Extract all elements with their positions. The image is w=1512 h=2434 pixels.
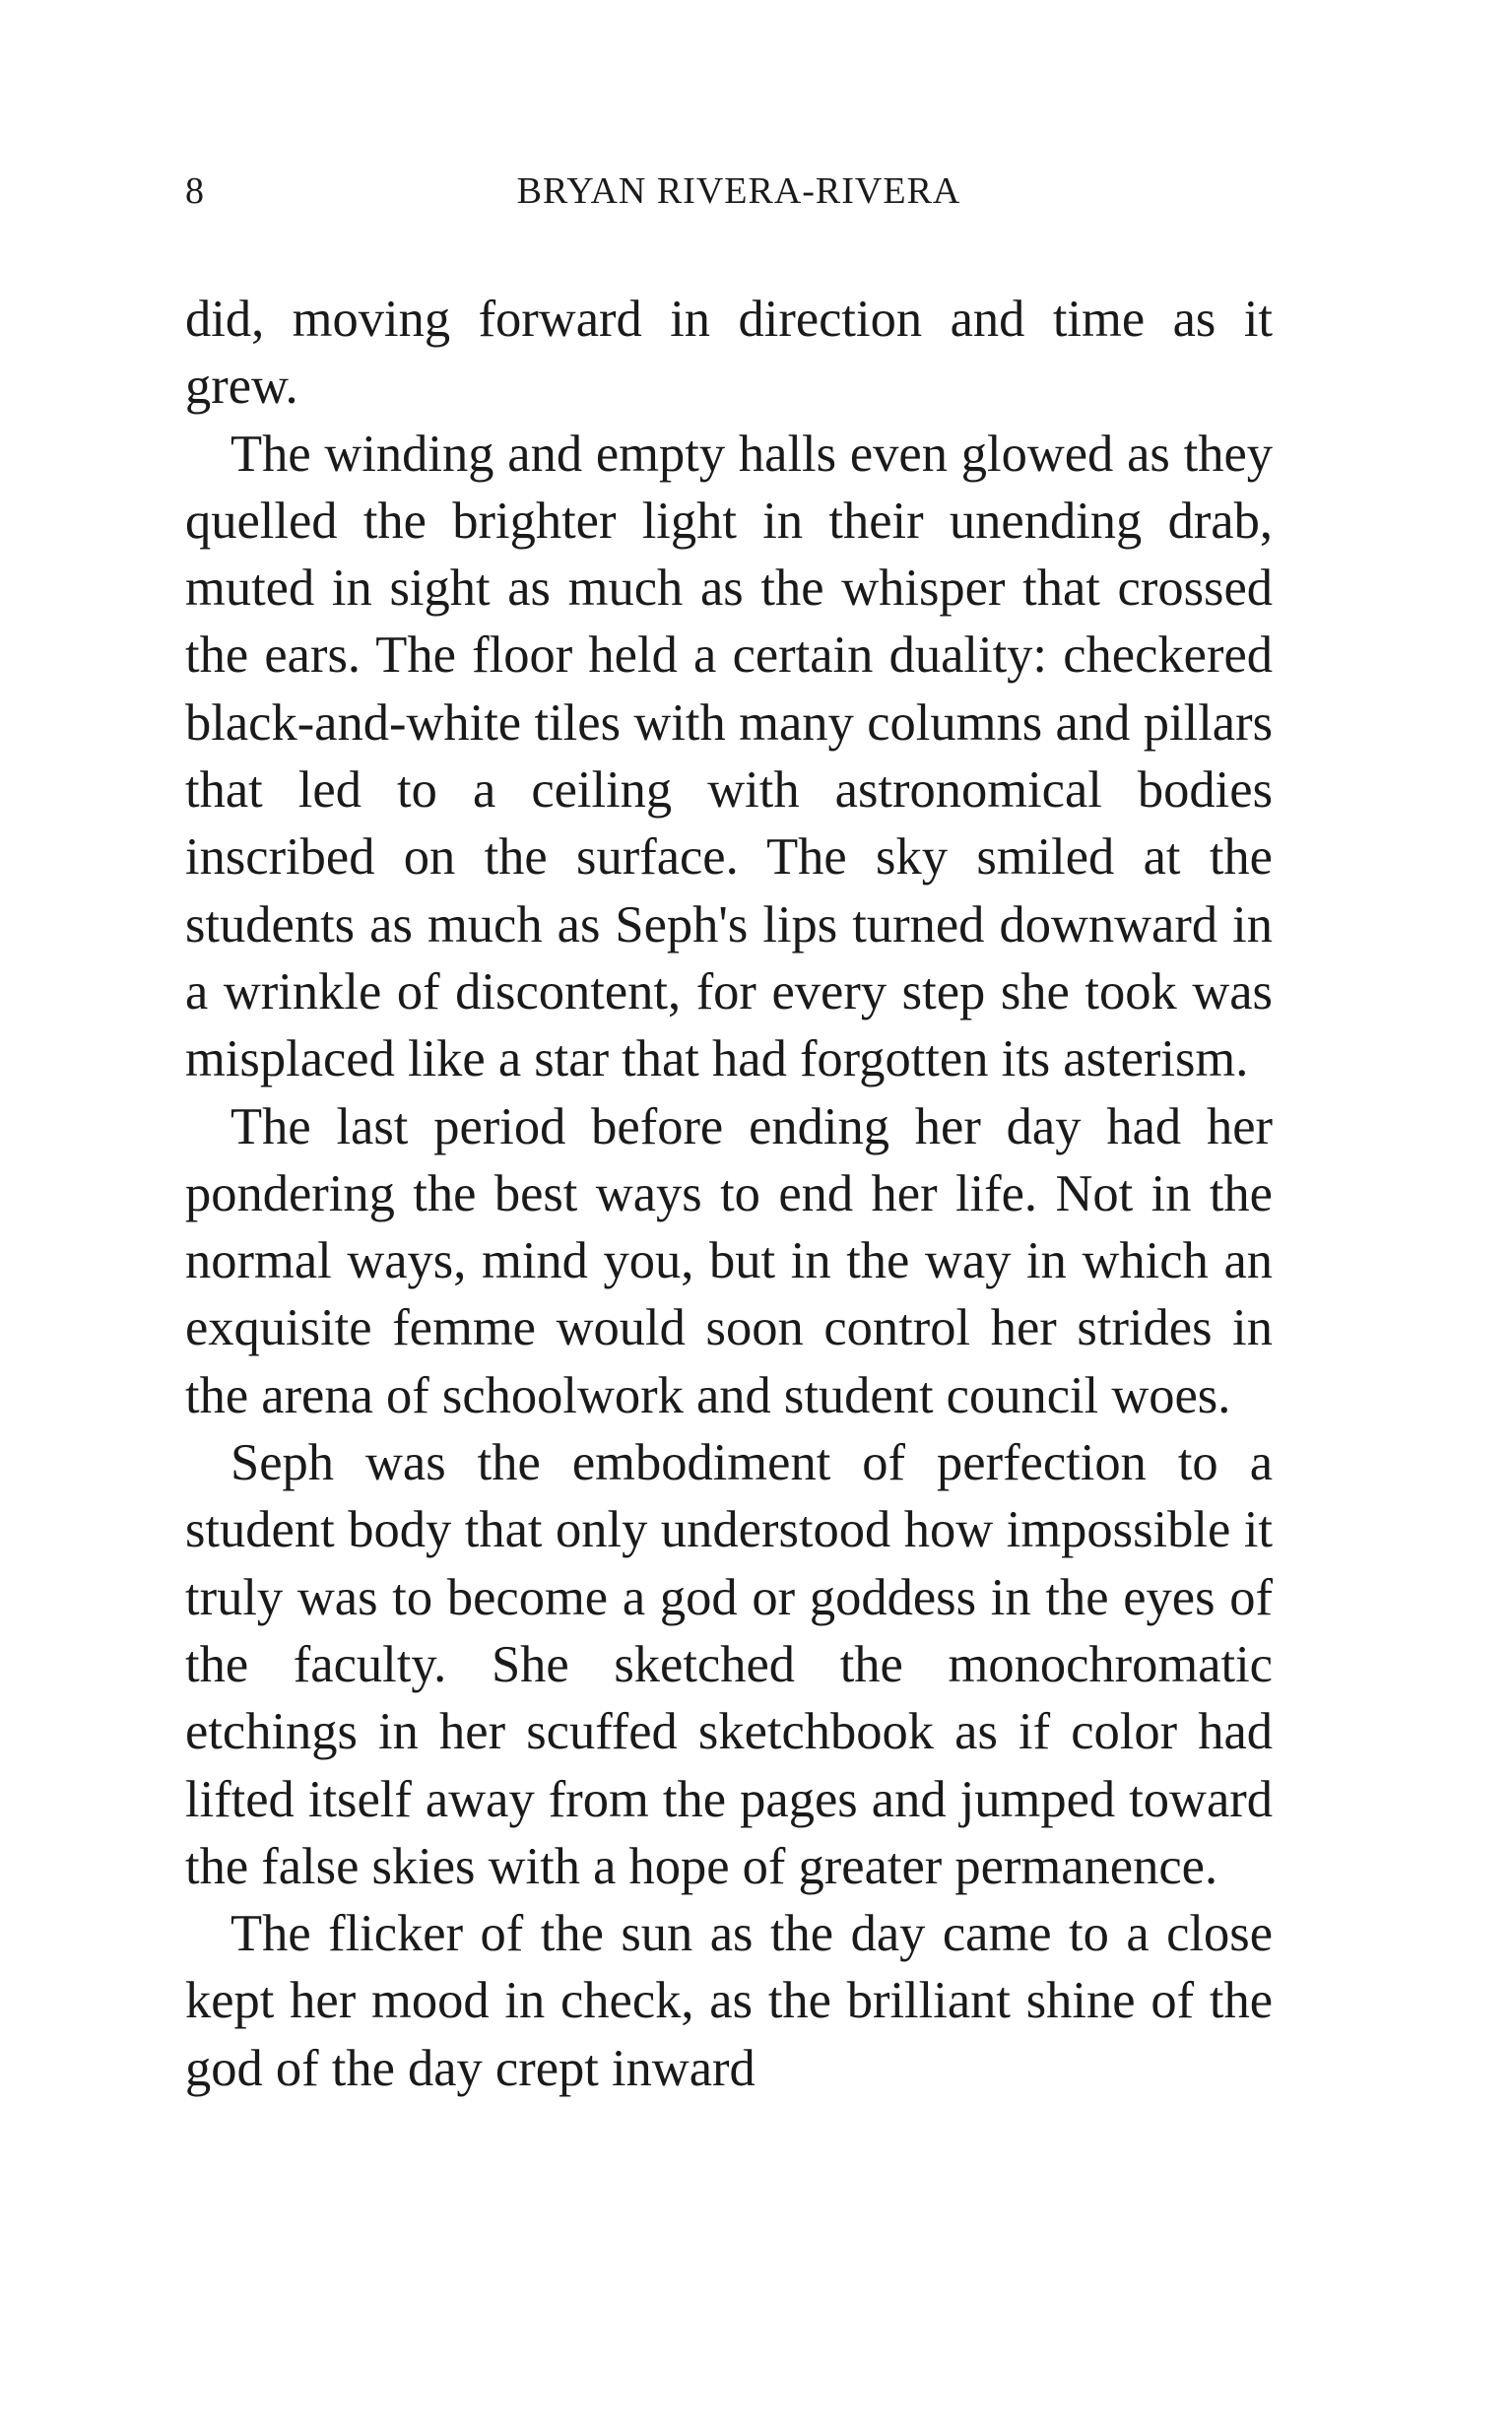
author-name: BRYAN RIVERA-RIVERA — [516, 170, 961, 212]
page-number: 8 — [185, 170, 205, 212]
paragraph-seph-perfection: Seph was the embodiment of perfection to a student body that only understood how impossible it truly was to become a god or goddess in the eyes of the faculty. She sketched the monochromatic etchings in her scuffed sketchbook as if color had lifted itself away from the pages and jumped toward the false skies with a hope of greater permanence. — [185, 1434, 1273, 1895]
paragraph-flicker-sun: The flicker of the sun as the day came to a close kept her mood in check, as the brilliant shine of the god of the day crept inward — [185, 1905, 1273, 2097]
body-text — [185, 286, 1273, 2102]
paragraph-continued: did, moving forward in direction and time as it grew. — [185, 291, 1273, 416]
running-head — [185, 169, 1273, 217]
paragraph-last-period: The last period before ending her day had her pondering the best ways to end her life. Not in the normal ways, mind you, but in the way in which an exquisite femme would soon control her strides in the arena of schoolwork and student council woes. — [185, 1097, 1273, 1424]
paragraph-halls: The winding and empty halls even glowed as they quelled the brighter light in their unending drab, muted in sight as much as the whisper that crossed the ears. The floor held a certain duality: checkered black-and-white tiles with many columns and pillars that led to a ceiling with astronomical bodies inscribed on the surface. The sky smiled at the students as much as Seph's lips turned downward in a wrinkle of discontent, for every step she took was misplaced like a star that had forgotten its asterism. — [185, 425, 1273, 1088]
